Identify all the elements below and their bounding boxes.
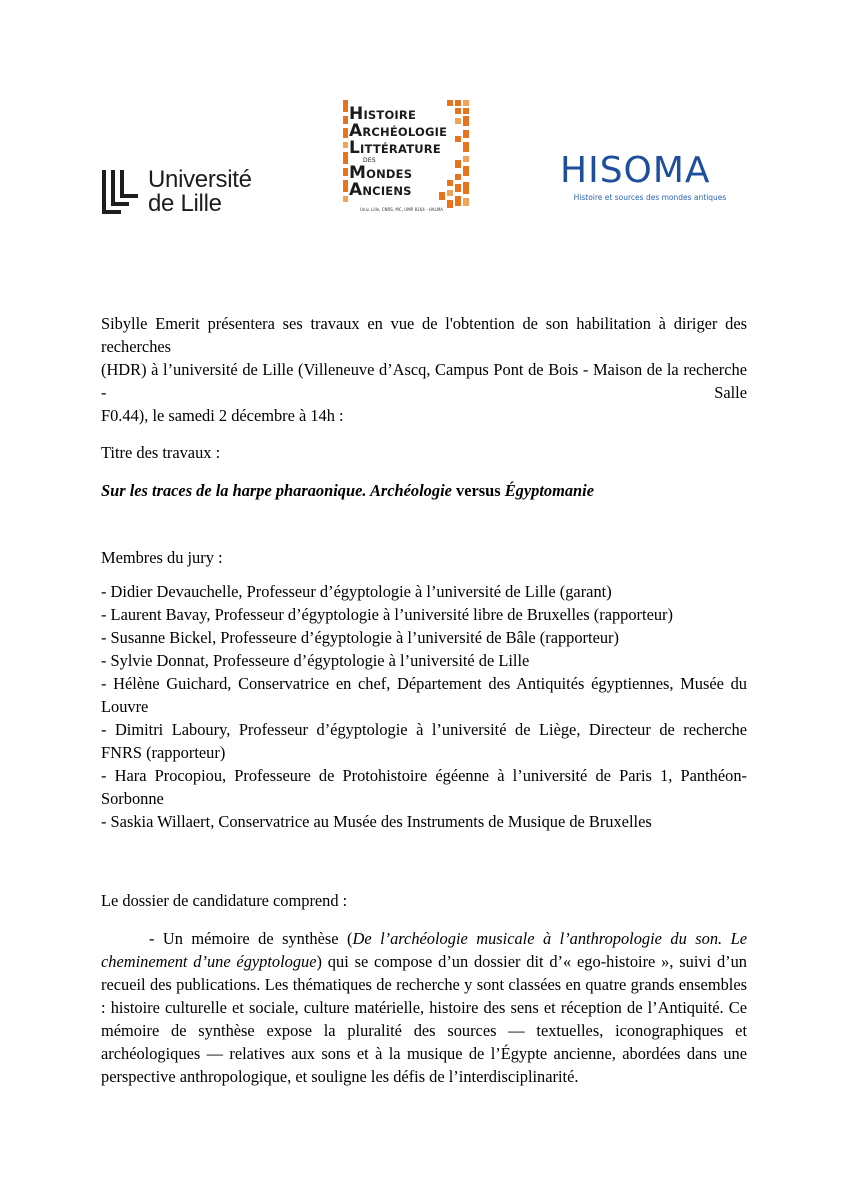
- halma-line-des: DES: [363, 157, 376, 164]
- jury-member: - Hélène Guichard, Conservatrice en chef, Département des Antiquités égyptiennes, Musée du Louvre: [101, 674, 747, 716]
- hisoma-subtitle: Histoire et sources des mondes antiques: [573, 193, 727, 202]
- intro-line-2: (HDR) à l’université de Lille (Villeneuve d’Ascq, Campus Pont de Bois - Maison de la recherche - Salle: [101, 360, 747, 402]
- jury-member: - Dimitri Laboury, Professeur d’égyptologie à l’université de Liège, Directeur de recherche FNRS (rapporteur): [101, 720, 747, 762]
- jury-member: - Sylvie Donnat, Professeure d’égyptologie à l’université de Lille: [101, 651, 530, 670]
- jury-label: Membres du jury :: [101, 548, 223, 567]
- jury-member: - Susanne Bickel, Professeure d’égyptologie à l’université de Bâle (rapporteur): [101, 628, 619, 647]
- dossier-label: Le dossier de candidature comprend :: [101, 891, 348, 910]
- thesis-title-part1: Sur les traces de la harpe pharaonique. Archéologie: [101, 481, 452, 500]
- dossier-item-body: ) qui se compose d’un dossier dit d’« ego-histoire », suivi d’un recueil des publications. Les thématiques de recherche y sont classées en quatre grands ensembles : histoire culturelle et sociale, culture matérielle, histoire des sens et réception de l’Antiquité. Ce mémoire de synthèse expose la pluralité des sources — textuelles, iconographiques et archéologiques — relatives aux sons et à la musique de l’Égypte ancienne, abordées dans une perspective anthropologique, et souligne les défis de l’interdisciplinarité.: [101, 952, 747, 1086]
- intro-line-1: Sibylle Emerit présentera ses travaux en vue de l'obtention de son habilitation à diriger des recherches: [101, 314, 747, 356]
- intro-paragraph: [101, 312, 747, 427]
- halma-line-archeologie: ARCHÉOLOGIE: [349, 121, 448, 141]
- jury-list: [101, 580, 747, 833]
- hisoma-wordmark: HISOMA: [560, 150, 711, 191]
- lille-logo-line1: Université: [148, 166, 252, 193]
- dossier-item-title: De l’archéologie musicale à l’anthropologie du son. Le cheminement d’une égyptologue: [101, 929, 747, 971]
- thesis-title-versus: versus: [456, 481, 501, 500]
- jury-member: - Didier Devauchelle, Professeur d’égyptologie à l’université de Lille (garant): [101, 582, 612, 601]
- halma-line-litterature: LITTÉRATURE: [349, 138, 441, 158]
- halma-logo: [343, 100, 471, 216]
- lille-logo-line2: de Lille: [148, 190, 222, 217]
- thesis-title-part2: Égyptomanie: [504, 481, 594, 500]
- thesis-title: [101, 479, 747, 502]
- hisoma-logo: [560, 150, 740, 210]
- halma-footer: Univ. Lille, CNRS, MC, UMR 8164 - HALMA: [360, 207, 443, 212]
- jury-member: - Hara Procopiou, Professeure de Protohistoire égéenne à l’université de Paris 1, Panthéon- Sorbonne: [101, 766, 747, 808]
- universite-de-lille-logo: [101, 168, 271, 216]
- dossier-item: [101, 927, 747, 1088]
- intro-line-3: F0.44), le samedi 2 décembre à 14h :: [101, 406, 344, 425]
- title-label: Titre des travaux :: [101, 443, 221, 462]
- dossier-item-prefix: - Un mémoire de synthèse (: [149, 929, 353, 948]
- jury-member: - Laurent Bavay, Professeur d’égyptologie à l’université libre de Bruxelles (rapporteur): [101, 605, 673, 624]
- halma-line-anciens: ANCIENS: [349, 180, 412, 200]
- jury-member: - Saskia Willaert, Conservatrice au Musée des Instruments de Musique de Bruxelles: [101, 812, 652, 831]
- lille-mark-icon: [101, 168, 145, 216]
- halma-line-mondes: MONDES: [349, 163, 413, 183]
- halma-line-histoire: HISTOIRE: [349, 104, 417, 124]
